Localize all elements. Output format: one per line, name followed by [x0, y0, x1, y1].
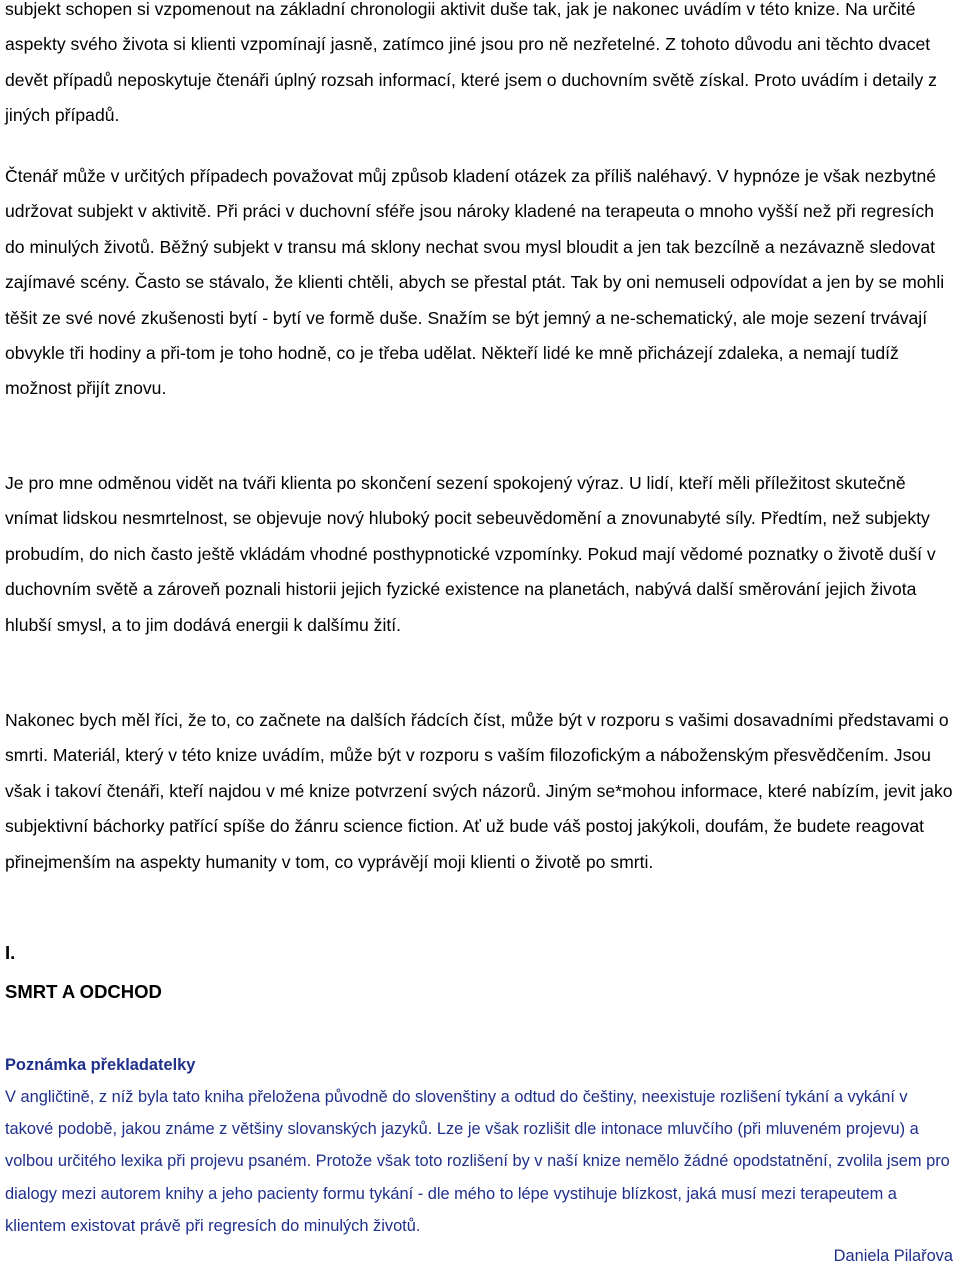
translator-signature: Daniela Pilařova: [833, 1247, 953, 1265]
translator-note-body: V angličtině, z níž byla tato kniha přeložena původně do slovenštiny a odtud do češtiny, neexistuje rozlišení tykání a vykání v takové podobě, jakou známe z většiny slovanských jazyků. Lze je však rozlišit dle intonace mluvčího (při mluveném projevu) a volbou určitého lexika při projevu psaném. Protože však toto rozlišení by v naší knize nemělo žádné opodstatnění, zvolila jsem pro dialogy mezi autorem knihy a jeho pacienty formu tykání - dle mého to lépe vystihuje blízkost, jaká musí mezi terapeutem a klientem existovat právě při regresích do minulých životů.: [5, 1088, 950, 1235]
chapter-number: I.: [5, 942, 16, 963]
paragraph-4: Nakonec bych měl říci, že to, co začnete na dalších řádcích číst, může být v rozporu s vašimi dosavadními představami o smrti. Materiál, který v této knize uvádím, může být v rozporu s vaším filozofickým a náboženským přesvědčením. Jsou však i takoví čtenáři, kteří najdou v mé knize potvrzení svých názorů. Jiným se*mohou informace, které nabízím, jevit jako subjektivní báchorky patřící spíše do žánru science fiction. Ať už bude váš postoj jakýkoli, doufám, že budete reagovat přinejmenším na aspekty humanity v tom, co vyprávějí moji klienti o životě po smrti.: [5, 710, 953, 872]
translator-note-heading: Poznámka překladatelky: [5, 1056, 196, 1074]
chapter-title: SMRT A ODCHOD: [5, 981, 162, 1002]
paragraph-1: subjekt schopen si vzpomenout na základní chronologii aktivit duše tak, jak je nakonec uvádím v této knize. Na určité aspekty svého života si klienti vzpomínají jasně, zatímco jiné jsou pro ně nezřetelné. Z tohoto důvodu ani těchto dvacet devět případů neposkytuje čtenáři úplný rozsah informací, které jsem o duchovním světě získal. Proto uvádím i detaily z jiných případů.: [5, 0, 937, 126]
paragraph-3: Je pro mne odměnou vidět na tváři klienta po skončení sezení spokojený výraz. U lidí, kteří měli příležitost skutečně vnímat lidskou nesmrtelnost, se objevuje nový hluboký pocit sebeuvědomění a znovunabyté síly. Předtím, než subjekty probudím, do nich často ještě vkládám vhodné posthypnotické vzpomínky. Pokud mají vědomé poznatky o životě duší v duchovním světě a zároveň poznali historii jejich fyzické existence na planetách, nabývá další směrování jejich života hlubší smysl, a to jim dodává energii k dalšímu žití.: [5, 473, 936, 635]
paragraph-2: Čtenář může v určitých případech považovat můj způsob kladení otázek za příliš naléhavý. V hypnóze je však nezbytné udržovat subjekt v aktivitě. Při práci v duchovní sféře jsou nároky kladené na terapeuta o mnoho vyšší než při regresích do minulých životů. Běžný subjekt v transu má sklony nechat svou mysl bloudit a jen tak bezcílně a nezávazně sledovat zajímavé scény. Často se stávalo, že klienti chtěli, abych se přestal ptát. Tak by oni nemuseli odpovídat a jen by se mohli těšit ze své nové zkušenosti bytí - bytí ve formě duše. Snažím se být jemný a ne-schematický, ale moje sezení trvávají obvykle tři hodiny a při-tom je toho hodně, co je třeba udělat. Někteří lidé ke mně přicházejí zdaleka, a nemají tudíž možnost přijít znovu.: [5, 166, 945, 399]
